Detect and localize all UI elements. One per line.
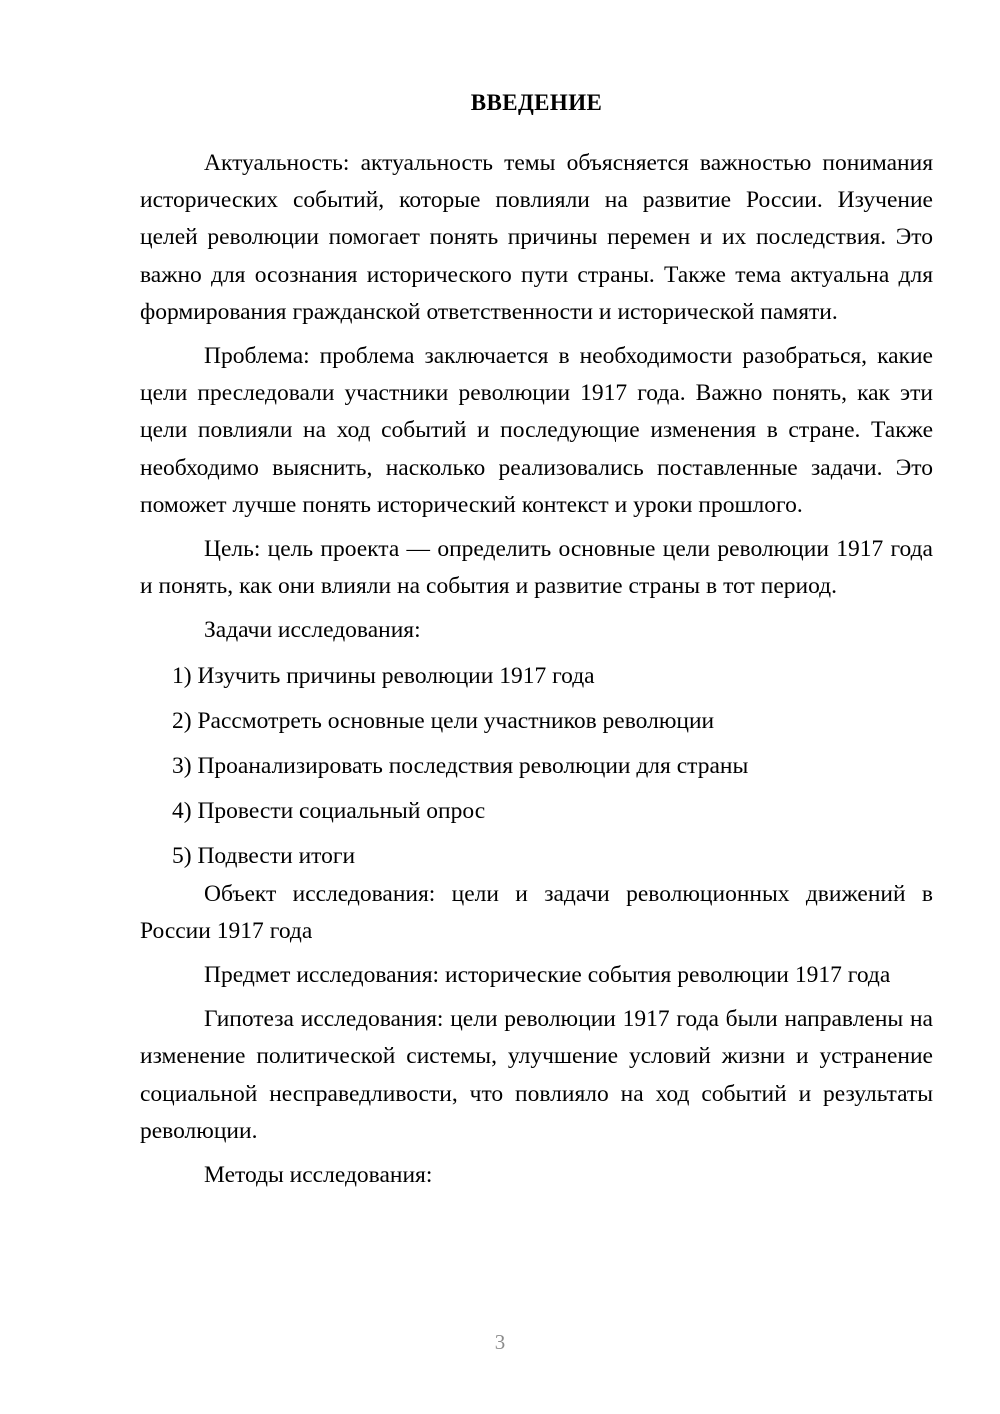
list-item: 1) Изучить причины революции 1917 года <box>172 662 595 689</box>
list-item: 5) Подвести итоги <box>172 843 356 870</box>
list-item: 3) Проанализировать последствия революции для страны <box>172 753 749 780</box>
methods-heading: Методы исследования: <box>204 1162 433 1189</box>
paragraph-object: Объект исследования: цели и задачи революционных движений в России 1917 года <box>140 880 933 944</box>
tasks-list <box>140 658 933 876</box>
list-item: 4) Провести социальный опрос <box>172 798 486 825</box>
paragraph-hypothesis: Гипотеза исследования: цели революции 1917 года были направлены на изменение политической системы, улучшение условий жизни и устранение социальной несправедливости, что повлияло на ход событий и результаты революции. <box>140 1006 933 1144</box>
document-body <box>140 88 933 1194</box>
paragraph-problem: Проблема: проблема заключается в необходимости разобраться, какие цели преследовали участники революции 1917 года. Важно понять, как эти цели повлияли на ход событий и последующие изменения в стране. Также необходимо выяснить, насколько реализовались поставленные задачи. Это поможет лучше понять исторический контекст и уроки прошлого. <box>140 343 933 518</box>
paragraph-goal: Цель: цель проекта — определить основные цели революции 1917 года и понять, как они влияли на события и развитие страны в тот период. <box>140 536 933 600</box>
list-item: 2) Рассмотреть основные цели участников революции <box>172 707 715 734</box>
tasks-heading: Задачи исследования: <box>204 617 421 644</box>
paragraph-subject: Предмет исследования: исторические события революции 1917 года <box>204 962 891 989</box>
paragraph-relevance: Актуальность: актуальность темы объясняется важностью понимания исторических событий, которые повлияли на развитие России. Изучение целей революции помогает понять причины перемен и их последствия. Это важно для осознания исторического пути страны. Также тема актуальна для формирования гражданской ответственности и исторической памяти. <box>140 150 933 325</box>
page-number: 3 <box>494 1330 506 1354</box>
page-title: ВВЕДЕНИЕ <box>470 90 603 115</box>
